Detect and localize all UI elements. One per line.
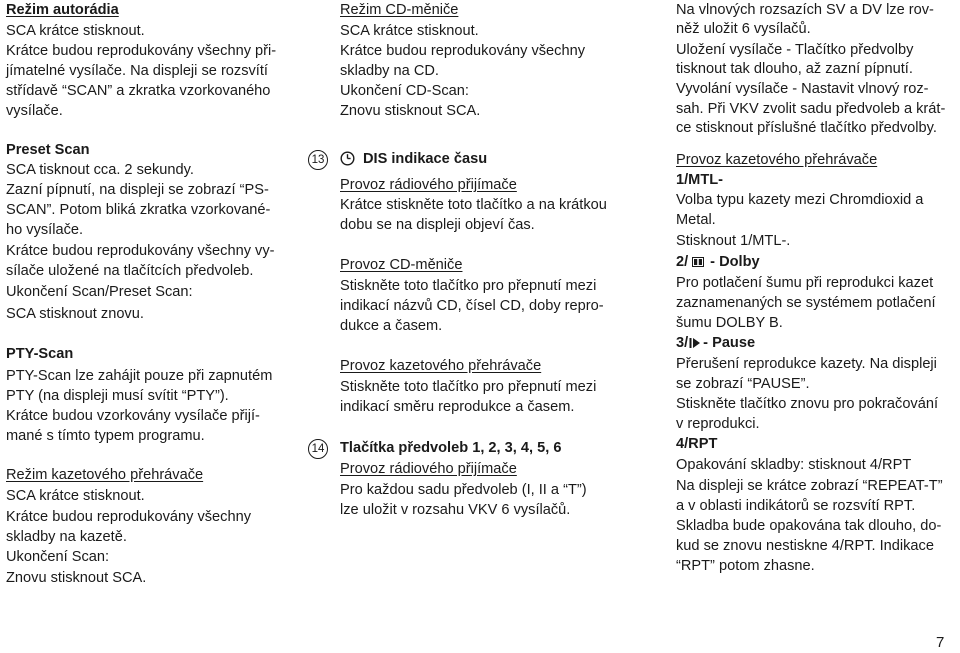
play-pause-icon — [689, 337, 701, 349]
text-line: Přerušení reprodukce kazety. Na displeji — [676, 356, 937, 372]
text-line: Krátce budou reprodukovány všechny vy- — [6, 243, 275, 259]
label-mtl: 1/MTL- — [676, 172, 724, 188]
subheading-cassette: Provoz kazetového přehrávače — [340, 358, 542, 374]
heading-text: DIS indikace času — [363, 151, 488, 167]
text-line: Uložení vysílače - Tlačítko předvolby — [676, 42, 914, 58]
text-line: Volba typu kazety mezi Chromdioxid a — [676, 192, 924, 208]
text-line: sílače uložené na tlačítcích předvoleb. — [6, 263, 254, 279]
text-line: Stiskněte tlačítko znovu pro pokračování — [676, 396, 939, 412]
label-rpt: 4/RPT — [676, 436, 718, 452]
dolby-icon — [692, 257, 704, 267]
text-line: dobu se na displeji objeví čas. — [340, 217, 535, 233]
text-line: Skladba bude opakována tak dlouho, do- — [676, 518, 942, 534]
text-line: vysílače. — [6, 103, 63, 119]
text-line: jímatelné vysílače. Na displeji se rozsvítí — [6, 63, 268, 79]
text-line: SCA tisknout cca. 2 sekundy. — [6, 162, 194, 178]
heading-cd-changer-mode: Režim CD-měniče — [340, 2, 459, 18]
heading-dis-time — [340, 150, 487, 168]
heading-radio-mode: Režim autorádia — [6, 2, 119, 18]
text-line: SCAN”. Potom bliká zkratka vzorkované- — [6, 202, 271, 218]
heading-pty-scan: PTY-Scan — [6, 346, 74, 362]
text-line: Ukončení Scan: — [6, 549, 110, 565]
text-line: ho vysílače. — [6, 222, 84, 238]
text-line: sah. Při VKV zvolit sadu předvoleb a krát- — [676, 101, 946, 117]
text-line: něž uložit 6 vysílačů. — [676, 21, 811, 37]
text-line: šumu DOLBY B. — [676, 315, 783, 331]
text-line: skladby na CD. — [340, 63, 439, 79]
subheading-radio: Provoz rádiového přijímače — [340, 177, 517, 193]
text-line: Ukončení Scan/Preset Scan: — [6, 284, 193, 300]
text-line: Zazní pípnutí, na displeji se zobrazí “PS- — [6, 182, 269, 198]
text-line: zaznamenaných se systémem potlačení — [676, 295, 936, 311]
page-number: 7 — [936, 634, 945, 651]
text-line: Krátce budou reprodukovány všechny — [6, 509, 252, 525]
text-line: SCA stisknout znovu. — [6, 306, 144, 322]
label-dolby: 2/ - Dolby — [676, 254, 760, 270]
text-line: Na vlnových rozsazích SV a DV lze rov- — [676, 2, 934, 18]
text-line: Stiskněte toto tlačítko pro přepnutí mezi — [340, 379, 597, 395]
text-line: se zobrazí “PAUSE”. — [676, 376, 810, 392]
text-line: PTY-Scan lze zahájit pouze při zapnutém — [6, 368, 273, 384]
section-number-14: 14 — [308, 439, 328, 459]
text-line: Znovu stisknout SCA. — [340, 103, 481, 119]
section-number-13: 13 — [308, 150, 328, 170]
heading-preset-buttons: Tlačítka předvoleb 1, 2, 3, 4, 5, 6 — [340, 440, 562, 456]
text-line: střídavě “SCAN” a zkratka vzorkovaného — [6, 83, 271, 99]
text-line: Stiskněte toto tlačítko pro přepnutí mezi — [340, 278, 597, 294]
text-line: Opakování skladby: stisknout 4/RPT — [676, 457, 912, 473]
text-line: skladby na kazetě. — [6, 529, 127, 545]
subheading-cassette: Provoz kazetového přehrávače — [676, 152, 878, 168]
text-line: kud se znovu nestiskne 4/RPT. Indikace — [676, 538, 934, 554]
text-line: indikací názvů CD, čísel CD, doby repro- — [340, 298, 604, 314]
text-line: Pro každou sadu předvoleb (I, II a “T”) — [340, 482, 587, 498]
text-line: Stisknout 1/MTL-. — [676, 233, 791, 249]
clock-icon — [340, 151, 355, 166]
text-line: Metal. — [676, 212, 716, 228]
heading-cassette-mode: Režim kazetového přehrávače — [6, 467, 204, 483]
text-line: mané s tímto typem programu. — [6, 428, 205, 444]
text-line: v reprodukci. — [676, 416, 760, 432]
text-line: a v oblasti indikátorů se rozsvítí RPT. — [676, 498, 916, 514]
text-line: dukce a časem. — [340, 318, 443, 334]
label-pause: 3/ - Pause — [676, 335, 756, 351]
text-line: Vyvolání vysílače - Nastavit vlnový roz- — [676, 81, 929, 97]
text-line: “RPT” potom zhasne. — [676, 558, 815, 574]
text-line: Krátce budou vzorkovány vysílače přijí- — [6, 408, 260, 424]
text-line: Krátce stiskněte toto tlačítko a na krátkou — [340, 197, 607, 213]
text-line: SCA krátce stisknout. — [6, 23, 145, 39]
subheading-radio: Provoz rádiového přijímače — [340, 461, 517, 477]
heading-preset-scan: Preset Scan — [6, 142, 90, 158]
text-line: Krátce budou reprodukovány všechny — [340, 43, 586, 59]
text-line: PTY (na displeji musí svítit “PTY”). — [6, 388, 229, 404]
text-line: Pro potlačení šumu při reprodukci kazet — [676, 275, 934, 291]
text-line: ce stisknout příslušné tlačítko předvolby. — [676, 120, 937, 136]
text-line: Krátce budou reprodukovány všechny při- — [6, 43, 277, 59]
text-line: Na displeji se krátce zobrazí “REPEAT-T” — [676, 478, 943, 494]
text-line: lze uložit v rozsahu VKV 6 vysílačů. — [340, 502, 571, 518]
text-line: SCA krátce stisknout. — [6, 488, 145, 504]
text-line: SCA krátce stisknout. — [340, 23, 479, 39]
text-line: Znovu stisknout SCA. — [6, 570, 147, 586]
text-line: Ukončení CD-Scan: — [340, 83, 469, 99]
subheading-cd: Provoz CD-měniče — [340, 257, 463, 273]
text-line: indikací směru reprodukce a časem. — [340, 399, 575, 415]
text-line: tisknout tak dlouho, až zazní pípnutí. — [676, 61, 913, 77]
